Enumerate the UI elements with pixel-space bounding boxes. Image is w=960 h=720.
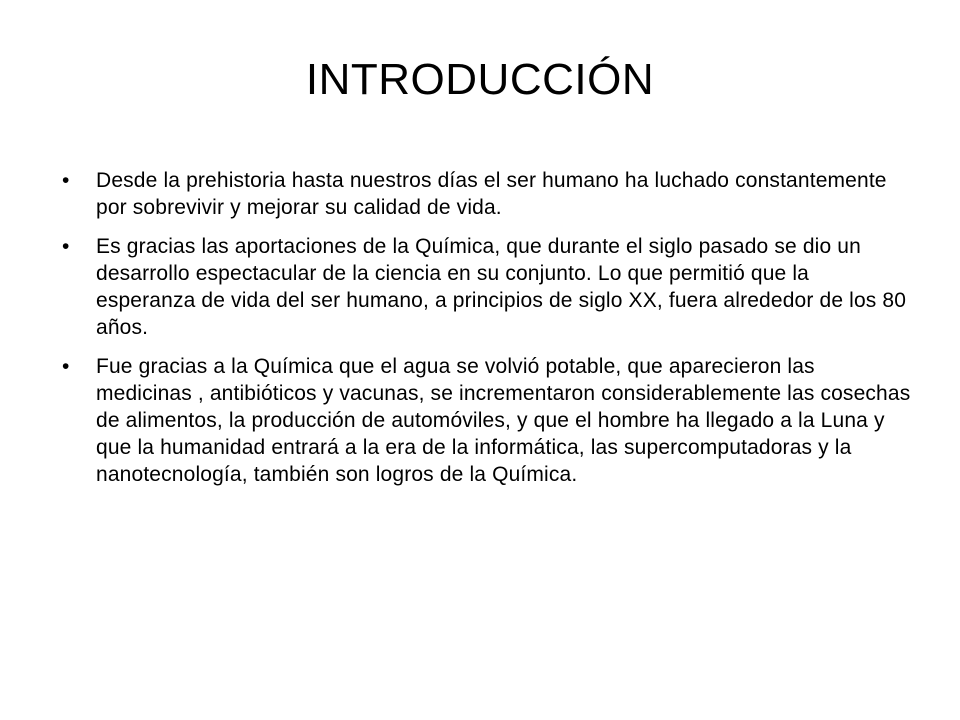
bullet-icon: • <box>62 169 70 192</box>
bullet-text: Fue gracias a la Química que el agua se volvió potable, que aparecieron las medicinas , antibióticos y vacunas, se incrementaron considerablemente las cosechas de alimentos, la producción de automóviles, y que el hombre ha llegado a la Luna y que la humanidad entrará a la era de la informática, las supercomputadoras y la nanotecnología, también son logros de la Química. <box>96 355 911 486</box>
bullet-icon: • <box>62 235 70 258</box>
bullet-item <box>62 353 912 488</box>
bullet-text: Es gracias las aportaciones de la Química, que durante el siglo pasado se dio un desarrollo espectacular de la ciencia en su conjunto. Lo que permitió que la esperanza de vida del ser humano, a principios de siglo XX, fuera alrededor de los 80 años. <box>96 235 907 339</box>
bullet-item <box>62 233 912 341</box>
bullet-item <box>62 167 912 221</box>
bullet-icon: • <box>62 355 70 378</box>
slide-title: INTRODUCCIÓN <box>305 55 655 104</box>
bullet-list <box>62 167 912 500</box>
bullet-text: Desde la prehistoria hasta nuestros días el ser humano ha luchado constantemente por sobrevivir y mejorar su calidad de vida. <box>96 169 887 219</box>
